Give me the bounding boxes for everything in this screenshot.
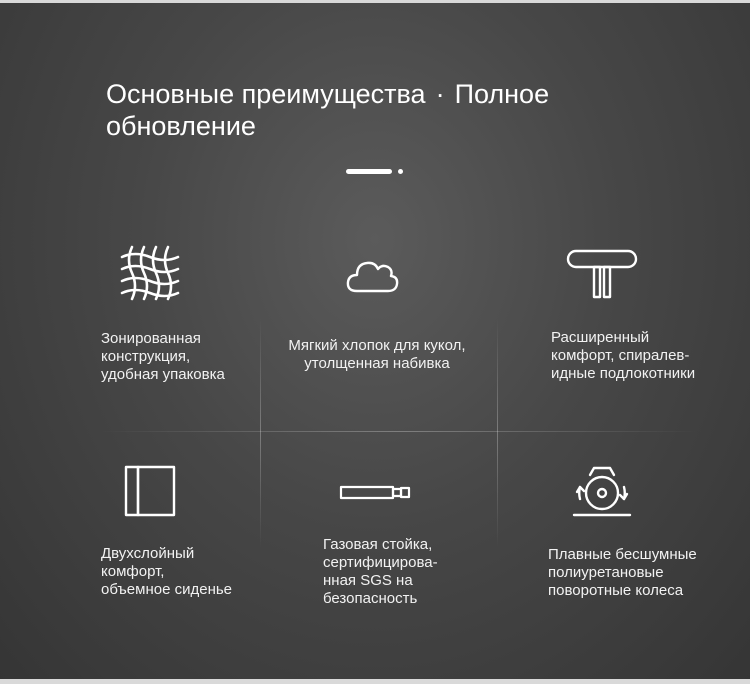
title-part-2: Полное xyxy=(454,79,550,109)
feature-5-line-2: сертифицирова- xyxy=(323,554,438,571)
feature-2-line-2: утолщенная набивка xyxy=(304,355,450,372)
page-title xyxy=(106,78,666,142)
title-part-1: Основные преимущества xyxy=(106,79,426,109)
feature-3-line-3: идные подлокотники xyxy=(551,365,696,382)
feature-6-line-3: поворотные колеса xyxy=(548,582,684,599)
feature-1-line-1: Зонированная xyxy=(101,330,201,347)
title-line-2: обновление xyxy=(106,111,256,141)
armrest-icon xyxy=(566,249,638,301)
feature-4-line-3: объемное сиденье xyxy=(101,581,233,598)
grid-divider-vertical-2 xyxy=(497,318,498,548)
feature-1-line-2: конструкция, xyxy=(101,348,191,365)
feature-5-line-4: безопасность xyxy=(323,590,418,607)
indicator-dot xyxy=(398,169,403,174)
feature-1-text xyxy=(101,330,225,384)
title-separator: · xyxy=(435,79,445,109)
feature-4-text xyxy=(101,545,232,599)
grid-divider-horizontal xyxy=(100,431,700,432)
grid-mesh-icon xyxy=(120,245,180,301)
feature-6-line-1: Плавные бесшумные xyxy=(548,546,697,563)
feature-3-line-2: комфорт, спиралев- xyxy=(551,347,690,364)
feature-1-line-3: удобная упаковка xyxy=(101,366,225,383)
seat-cushion-icon xyxy=(124,465,178,519)
gas-lift-icon xyxy=(339,483,411,503)
feature-3-text xyxy=(551,329,695,383)
feature-6-line-2: полиуретановые xyxy=(548,564,664,581)
bottom-frame-strip xyxy=(0,679,750,684)
caster-wheel-icon xyxy=(572,465,632,521)
feature-2-text xyxy=(266,337,488,373)
top-frame-strip xyxy=(0,0,750,3)
feature-3-line-1: Расширенный xyxy=(551,329,650,346)
feature-5-line-1: Газовая стойка, xyxy=(323,536,433,553)
grid-divider-vertical-1 xyxy=(260,318,261,548)
feature-4-line-2: комфорт, xyxy=(101,563,165,580)
feature-6-text xyxy=(548,546,697,600)
feature-2-line-1: Мягкий хлопок для кукол, xyxy=(288,337,466,354)
feature-5-text xyxy=(323,536,438,608)
cloud-icon xyxy=(345,255,399,295)
feature-4-line-1: Двухслойный xyxy=(101,545,195,562)
feature-5-line-3: нная SGS на xyxy=(323,572,413,589)
indicator-active-bar xyxy=(346,169,392,174)
